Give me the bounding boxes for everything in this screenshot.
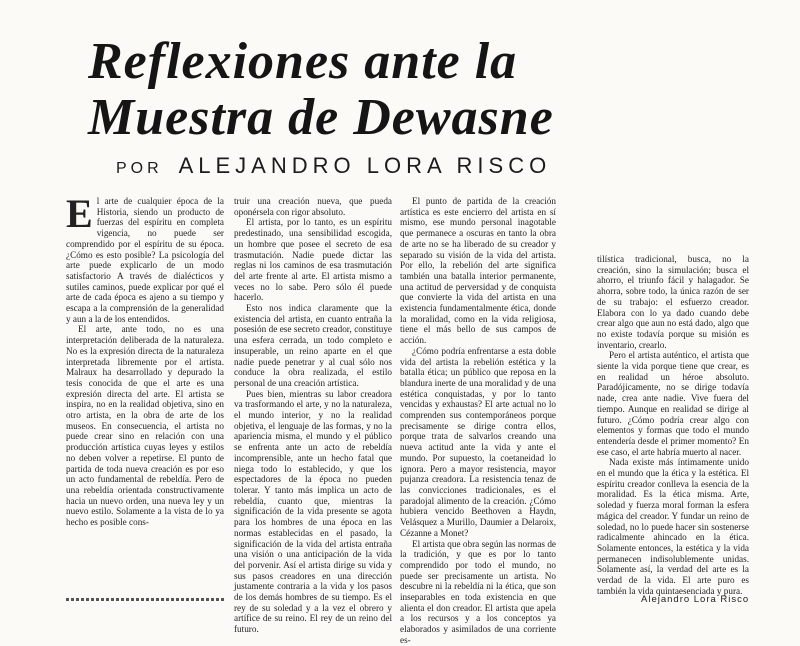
- title-line-1: Reflexiones ante la: [88, 33, 518, 90]
- column-2: [234, 196, 392, 635]
- column-4: [597, 254, 749, 597]
- paragraph: [66, 191, 224, 324]
- column-divider-rule: [66, 598, 224, 601]
- paragraph: El punto de partida de la creación artística es este encierro del artista en sí mismo, ese mundo personal inagotable que permanece a oscuras en tanto la obra de arte no se ha liberado de su creador y separado su visión de la vida del artista. Por ello, la rebelión del arte significa también una batalla interior permanente, una actitud de perversidad y de conquista que convierte la vida del artista en una existencia fundamentalmente ética, donde la moralidad, como en la vida religiosa, tiene el más bello de sus campos de acción.: [400, 196, 556, 346]
- drop-cap: E: [66, 191, 93, 236]
- paragraph: ¿Cómo podría enfrentarse a esta doble vida del artista la rebelión estética y la batalla ética; un público que reposa en la blandura inerte de una moralidad y de una estética conquistadas, y por lo tanto vencidas y exhaustas? El arte actual no lo comprenden sus contemporáneos porque precisamente se dirige contra ellos, porque trata de salvarlos creando una nueva actitud ante la vida y ante el mundo. Por supuesto, la coetaneidad lo ignora. Pero a mayor resistencia, mayor pujanza creadora. La resistencia tenaz de las convicciones tradicionales, es el paradojal alimento de la creación. ¿Cómo hubiera vencido Beethoven a Haydn, Velásquez a Murillo, Daumier a Delaroix, Cézanne a Monet?: [400, 345, 556, 538]
- column-3: [400, 196, 556, 646]
- author-signature: Alejandro Lora Risco: [641, 594, 750, 605]
- article-title: [88, 33, 554, 146]
- paragraph: El artista, por lo tanto, es un espíritu predestinado, una sensibilidad escogida, un hombre que posee el secreto de esa trasmutación. Nadie puede dictar las reglas ni los caminos de esa trasmutación del arte frente al arte. El artista mismo a veces no lo sabe. Pero sólo él puede hacerlo.: [234, 217, 392, 303]
- byline-prefix: POR: [116, 160, 163, 177]
- paragraph: truir una creación nueva, que pueda oponérsela con rigor absoluto.: [234, 196, 392, 217]
- paragraph-text: l arte de cualquier época de la Historia, siendo un producto de fuerzas del espíritu en completa vigencia, no puede ser comprendido por el espíritu de su época. ¿Cómo es esto posible? La psicología del arte puede explicarlo de un modo satisfactorio A través de dialécticos y sutiles caminos, puede explicar por qué el arte de cada época es ajeno a su tiempo y escapa a la comprensión de la generalidad y aun a la de los entendidos.: [66, 196, 224, 324]
- paragraph: tilística tradicional, busca, no la creación, sino la simulación; busca el ahorro, el triunfo fácil y halagador. Se ahorra, sobre todo, la única razón de ser de su trabajo: el esfuerzo creador. Elabora con lo ya dado cuando debe crear algo que aun no está dado, algo que no existe todavía porque su misión es inventario, crearlo.: [597, 254, 749, 350]
- author-name: ALEJANDRO LORA RISCO: [178, 153, 552, 178]
- byline: [116, 153, 551, 179]
- column-1: [66, 191, 224, 528]
- paragraph: El artista que obra según las normas de la tradición, y que es por lo tanto comprendido por todo el mundo, no puede ser precisamente un artista. No descubre ni la rebeldía ni la ética, que son inseparables en toda existencia en que alienta el don creador. El artista que apela a los recursos y a los conceptos ya elaborados y asimilados de una corriente es-: [400, 538, 556, 645]
- paragraph: El arte, ante todo, no es una interpretación deliberada de la naturaleza. No es la expresión directa de la naturaleza interpretada libremente por el artista. Malraux ha desarrollado y depurado la tesis conocida de que el arte es una expresión directa del arte. El artista se inspira, no en la realidad objetiva, sino en otro artista, en la obra de arte de los museos. En consecuencia, el artista no puede crear sino en relación con una producción artística cuyas leyes y estilos no deben volver a repetirse. El punto de partida de toda nueva creación es por eso un acto fundamental de rebeldía. Pero de una rebeldía orientada constructivamente hacia un nuevo orden, una nueva ley y un nuevo estilo. Solamente a la vista de lo ya hecho es posible cons-: [66, 324, 224, 528]
- paragraph: Pero el artista auténtico, el artista que siente la vida porque tiene que crear, es en realidad un héroe absoluto. Paradójicamente, no se dirige todavía nade, crea ante nadie. Vive fuera del tiempo. Aunque en realidad se dirige al futuro. ¿Cómo podría crear algo con elementos y formas que todo el mundo entendería desde el primer momento? En ese caso, el arte habría muerto al nacer.: [597, 350, 749, 457]
- title-line-2: Muestra de Dewasne: [88, 89, 554, 146]
- paragraph: Nada existe más íntimamente unido en el mundo que la ética y la estética. El espíritu creador conlleva la esencia de la moralidad. Es la ética misma. Arte, soledad y fuerza moral forman la esfera mágica del creador. Y fundar un reino de soledad, no lo puede hacer sin sostenerse radicalmente ahincado en la ética. Solamente entonces, la estética y la vida permanecen indisolublemente unidas. Solamente así, la verdad del arte es la verdad de la vida. El arte puro es también la vida quintaesenciada y pura.: [597, 457, 749, 596]
- paragraph: Esto nos indica claramente que la existencia del artista, en cuanto entraña la posesión de ese secreto creador, constituye una esfera cerrada, un todo completo e insuperable, un reino aparte en el que nadie puede penetrar y al cual sólo nos conduce la obra realizada, el estilo personal de una creación artística.: [234, 303, 392, 388]
- paragraph: Pues bien, mientras su labor creadora va trasformando el arte, y no la naturaleza, el mundo interior, y no la realidad objetiva, el lenguaje de las formas, y no la apariencia misma, el mundo y el público se enfrenta ante un acto de rebeldía incomprensible, ante un hecho fatal que niega todo lo establecido, y que los espectadores de la época no pueden tolerar. Y tanto más implica un acto de rebeldía, cuanto que, mientras la significación de la vida presente se agota para los hombres de una época en las normas establecidas en el pasado, la significación de la vida del artista entraña una visión o una anticipación de la vida del porvenir. Así el artista dirige su vida y sus pasos creadores en una dirección justamente contraria a la vida y los pasos de los demás hombres de su tiempo. Es el rey de su soledad y a la vez el obrero y artífice de su reino. El rey de un reino del futuro.: [234, 388, 392, 635]
